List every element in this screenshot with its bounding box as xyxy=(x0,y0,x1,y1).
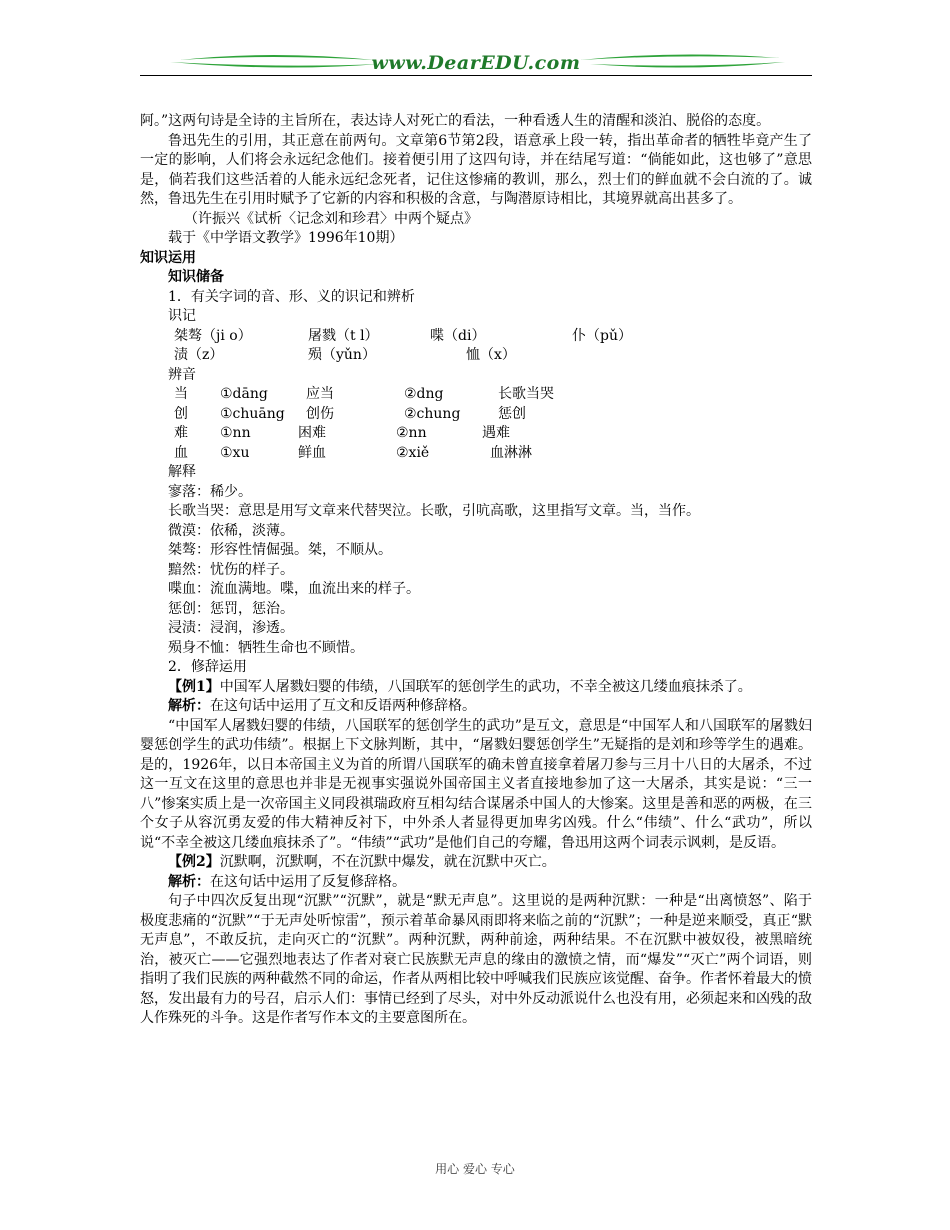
item-2-heading: 2．修辞运用 xyxy=(168,659,247,675)
analysis-label: 解析： xyxy=(168,698,210,714)
shiji-row xyxy=(140,327,812,347)
paragraph-intro: 阿。”这两句诗是全诗的主旨所在，表达诗人对死亡的看法，一种看透人生的清醒和淡泊、脱俗的态度。 xyxy=(140,113,771,129)
shiji-label: 识记 xyxy=(168,308,196,324)
subsection-title: 知识储备 xyxy=(168,269,224,285)
shiji-word: 恤（x） xyxy=(466,347,516,363)
shiji-word: 桀骜（ji o） xyxy=(174,327,252,344)
page-footer: 用心 爱心 专心 xyxy=(435,1162,515,1176)
bianyin-char: 创 xyxy=(174,405,188,422)
bianyin-row xyxy=(140,424,812,444)
page-header xyxy=(140,48,812,78)
site-url: www.DearEDU.com xyxy=(371,52,581,74)
bianyin-char: 当 xyxy=(174,386,188,402)
analysis-text: 在这句话中运用了互文和反语两种修辞格。 xyxy=(210,698,476,714)
jieshi-item: 寥落：稀少。 xyxy=(168,483,252,500)
example-2-text: 沉默啊，沉默啊，不在沉默中爆发，就在沉默中灭亡。 xyxy=(219,854,556,870)
shiji-word: 仆（pǔ） xyxy=(572,327,632,344)
shiji-word: 殒（yǔn） xyxy=(308,347,376,363)
bianyin-reading-2: ②nn xyxy=(396,425,427,441)
bianyin-reading-1: ①dāng xyxy=(220,386,268,402)
jieshi-item: 浸渍：浸润，渗透。 xyxy=(168,620,294,636)
example-1 xyxy=(140,678,812,698)
jieshi-item: 喋血：流血满地。喋，血流出来的样子。 xyxy=(168,581,420,597)
shiji-word: 渍（z） xyxy=(174,347,224,363)
bianyin-word-1: 鲜血 xyxy=(298,444,326,461)
bianyin-row xyxy=(140,444,812,464)
bianyin-reading-2: ②xiě xyxy=(396,444,430,461)
example-1-analysis xyxy=(140,697,812,717)
header-divider xyxy=(140,75,812,76)
jieshi-item: 殒身不恤：牺牲生命也不顾惜。 xyxy=(168,639,364,656)
item-1-heading: 1．有关字词的音、形、义的识记和辨析 xyxy=(168,288,415,305)
shiji-word: 屠戮（t l） xyxy=(308,327,379,344)
document-body xyxy=(140,112,812,1029)
example-2-label: 【例2】 xyxy=(168,854,220,870)
analysis-text: 在这句话中运用了反复修辞格。 xyxy=(210,873,406,890)
citation-line: （许振兴《试析〈记念刘和珍君〉中两个疑点》 xyxy=(184,210,478,227)
bianyin-word-2: 惩创 xyxy=(498,405,526,422)
bianyin-reading-2: ②chung xyxy=(404,405,461,422)
bianyin-label: 辨音 xyxy=(168,366,196,383)
bianyin-row xyxy=(140,385,812,405)
example-1-body: “中国军人屠戮妇婴的伟绩，八国联军的惩创学生的武功”是互文，意思是“中国军人和八国联军的屠戮妇婴惩创学生的武功伟绩”。根据上下文脉判断，其中，“屠戮妇婴惩创学生”无疑指的是刘和珍等学生的遇难。是的，1926年，以日本帝国主义为首的所谓八国联军的确未曾直接拿着屠刀参与三月十八日的大屠杀，不过这一互文在这里的意思也并非是无视事实强说外国帝国主义者直接地参加了这一大屠杀，其实是说：“三一八”惨案实质上是一次帝国主义同段祺瑞政府互相勾结合谋屠杀中国人的大惨案。这里是善和恶的两极，在三个女子从容沉勇友爱的伟大精神反衬下，中外杀人者显得更加卑劣凶残。什么“伟绩”、什么“武功”，所以说“不幸全被这几缕血痕抹杀了”。“伟绩”“武功”是他们自己的夸耀，鲁迅用这两个词表示讽刺，是反语。 xyxy=(140,717,812,851)
jieshi-item: 长歌当哭：意思是用写文章来代替哭泣。长歌，引吭高歌，这里指写文章。当，当作。 xyxy=(168,503,700,519)
jieshi-label: 解释 xyxy=(168,464,196,480)
bianyin-char: 难 xyxy=(174,425,188,441)
shiji-word: 喋（di） xyxy=(430,327,486,344)
bianyin-word-1: 创伤 xyxy=(306,405,334,422)
bianyin-char: 血 xyxy=(174,444,188,461)
bianyin-word-1: 应当 xyxy=(306,386,334,402)
example-2 xyxy=(140,853,812,873)
example-1-text: 中国军人屠戮妇婴的伟绩，八国联军的惩创学生的武功，不幸全被这几缕血痕抹杀了。 xyxy=(219,678,752,695)
bianyin-reading-1: ①nn xyxy=(220,425,251,441)
jieshi-item: 桀骜：形容性情倔强。桀，不顺从。 xyxy=(168,542,392,558)
citation-source: 载于《中学语文教学》1996年10期） xyxy=(168,230,404,246)
example-2-analysis xyxy=(140,873,812,893)
section-title: 知识运用 xyxy=(140,249,196,266)
analysis-label: 解析： xyxy=(168,873,210,890)
jieshi-item: 黯然：忧伤的样子。 xyxy=(168,561,294,578)
bianyin-reading-2: ②dng xyxy=(404,386,444,402)
bianyin-word-1: 困难 xyxy=(298,425,326,441)
example-1-label: 【例1】 xyxy=(168,678,220,695)
paragraph-quote-analysis: 鲁迅先生的引用，其正意在前两句。文章第6节第2段，语意承上段一转，指出革命者的牺牲毕竟产生了一定的影响，人们将会永远纪念他们。接着便引用了这四句诗，并在结尾写道：“倘能如此，这也够了”意思是，倘若我们这些活着的人能永远纪念死者，记住这惨痛的教训，那么，烈士们的鲜血就不会白流的了。诚然，鲁迅先生在引用时赋予了它新的内容和积极的含意，与陶潜原诗相比，其境界就高出甚多了。 xyxy=(140,132,812,207)
jieshi-item: 惩创：惩罚，惩治。 xyxy=(168,600,294,617)
jieshi-item: 微漠：依稀，淡薄。 xyxy=(168,522,294,539)
bianyin-word-2: 血淋淋 xyxy=(490,444,532,461)
bianyin-reading-1: ①xu xyxy=(220,444,250,461)
bianyin-word-2: 长歌当哭 xyxy=(498,386,554,402)
example-2-body: 句子中四次反复出现“沉默”“沉默”，就是“默无声息”。这里说的是两种沉默：一种是“出离愤怒”、陷于极度悲痛的“沉默”“于无声处听惊雷”，预示着革命暴风雨即将来临之前的“沉默”；一种是逆来顺受，真正“默无声息”，不敢反抗，走向灭亡的“沉默”。两种沉默，两种前途，两种结果。不在沉默中被奴役，被黑暗统治，被灭亡——它强烈地表达了作者对衰亡民族默无声息的缘由的激愤之情，而“爆发”“灭亡”两个词语，则指明了我们民族的两种截然不同的命运，作者从两相比较中呼喊我们民族应该觉醒、奋争。作者怀着最大的愤怒，发出最有力的号召，启示人们：事情已经到了尽头，对中外反动派说什么也没有用，必须起来和凶残的敌人作殊死的斗争。这是作者写作本文的主要意图所在。 xyxy=(140,893,812,1026)
bianyin-word-2: 遇难 xyxy=(482,425,510,441)
bianyin-reading-1: ①chuāng xyxy=(220,405,285,422)
bianyin-row xyxy=(140,405,812,425)
shiji-row xyxy=(140,346,812,366)
